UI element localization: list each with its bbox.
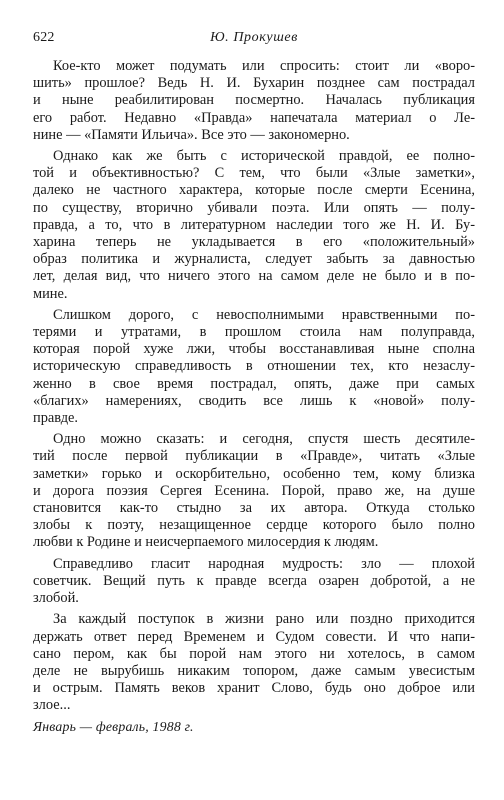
text-line: его работ. Недавно «Правда» напечатала материал о Ле- [33, 109, 475, 126]
text-line: советчик. Вещий путь к правде всегда озарен добротой, а не [33, 572, 475, 589]
text-line: образ политика и журналиста, следует забыть за давностью [33, 251, 475, 268]
text-line: сано пером, как бы порой нам этого ни хотелось, в самом [33, 645, 475, 662]
text-line: заметки» горько и оскорбительно, особенно тем, кому близка [33, 465, 475, 482]
text-line: историческую справедливость в отношении тех, кто незаслу- [33, 358, 475, 375]
text-line: и дорога поэзия Сергея Есенина. Порой, право же, на душе [33, 482, 475, 499]
text-line: нине — «Памяти Ильича». Все это — закономерно. [33, 126, 350, 143]
text-line: далеко не частного характера, которые после смерти Есенина, [33, 182, 475, 199]
text-line: злое... [33, 697, 71, 714]
text-line: Кое-кто может подумать или спросить: стоит ли «воро- [53, 58, 475, 74]
paragraph [33, 58, 475, 144]
text-line: которая порой хуже лжи, чтобы восстанавливая ныне сполна [33, 341, 475, 358]
page-header [33, 30, 475, 50]
text-line: правде. [33, 410, 79, 427]
text-line: «благих» намерениях, сводить все лишь к «новой» полу- [33, 392, 475, 409]
text-line: харина теперь не укладывается в его «положительный» [33, 234, 475, 251]
text-line: За каждый поступок в жизни рано или поздно приходится [53, 611, 475, 628]
paragraph [33, 148, 475, 303]
book-page [33, 30, 475, 735]
running-head-author: Ю. Прокушев [210, 30, 298, 45]
text-line: Одно можно сказать: и сегодня, спустя шесть десятиле- [53, 431, 475, 448]
text-line: Справедливо гласит народная мудрость: зло — плохой [53, 555, 475, 572]
page-number: 622 [33, 30, 55, 45]
text-line: тий после первой публикации в «Правде», читать «Злые [33, 448, 475, 465]
text-line: женно в свое время пострадал, опять, даже при самых [33, 375, 475, 392]
text-line: терями и утратами, в прошлом стоила нам полуправда, [33, 324, 475, 341]
paragraph [33, 611, 475, 714]
paragraph [33, 556, 475, 608]
text-line: и ныне реабилитирован посмертно. Началась публикация [33, 92, 475, 109]
text-line: любви к Родине и неисчерпаемого милосердия к людям. [33, 534, 379, 551]
text-line: правда, а то, что в литературном наследии того же Н. И. Бу- [33, 216, 475, 233]
text-line: становится как-то стыдно за их автора. Откуда столько [33, 500, 475, 517]
text-line: Однако как же быть с исторической правдой, ее полно- [53, 148, 475, 165]
text-line: по существу, вторично убивали поэта. Или опять — полу- [33, 199, 475, 216]
text-line: мине. [33, 285, 68, 302]
paragraph [33, 307, 475, 427]
text-line: злобы к поэту, незащищенное сердце которого было полно [33, 517, 475, 534]
text-line: держать ответ перед Временем и Судом совести. И что напи- [33, 628, 475, 645]
text-line: лет, делая вид, что ничего этого на самом деле не было и в по- [33, 268, 475, 285]
date-line: Январь — февраль, 1988 г. [33, 718, 194, 734]
text-line: и острым. Память веков хранит Слово, будь оно доброе или [33, 680, 475, 697]
text-line: той и объективностью? С тем, что были «Злые заметки», [33, 165, 475, 182]
body-text [33, 58, 475, 715]
text-line: злобой. [33, 590, 79, 607]
text-line: Слишком дорого, с невосполнимыми нравственными по- [53, 306, 475, 323]
paragraph [33, 431, 475, 551]
text-line: деле не вырубишь никаким топором, даже самым увесистым [33, 662, 475, 679]
text-line: шить» прошлое? Ведь Н. И. Бухарин позднее сам пострадал [33, 75, 475, 92]
